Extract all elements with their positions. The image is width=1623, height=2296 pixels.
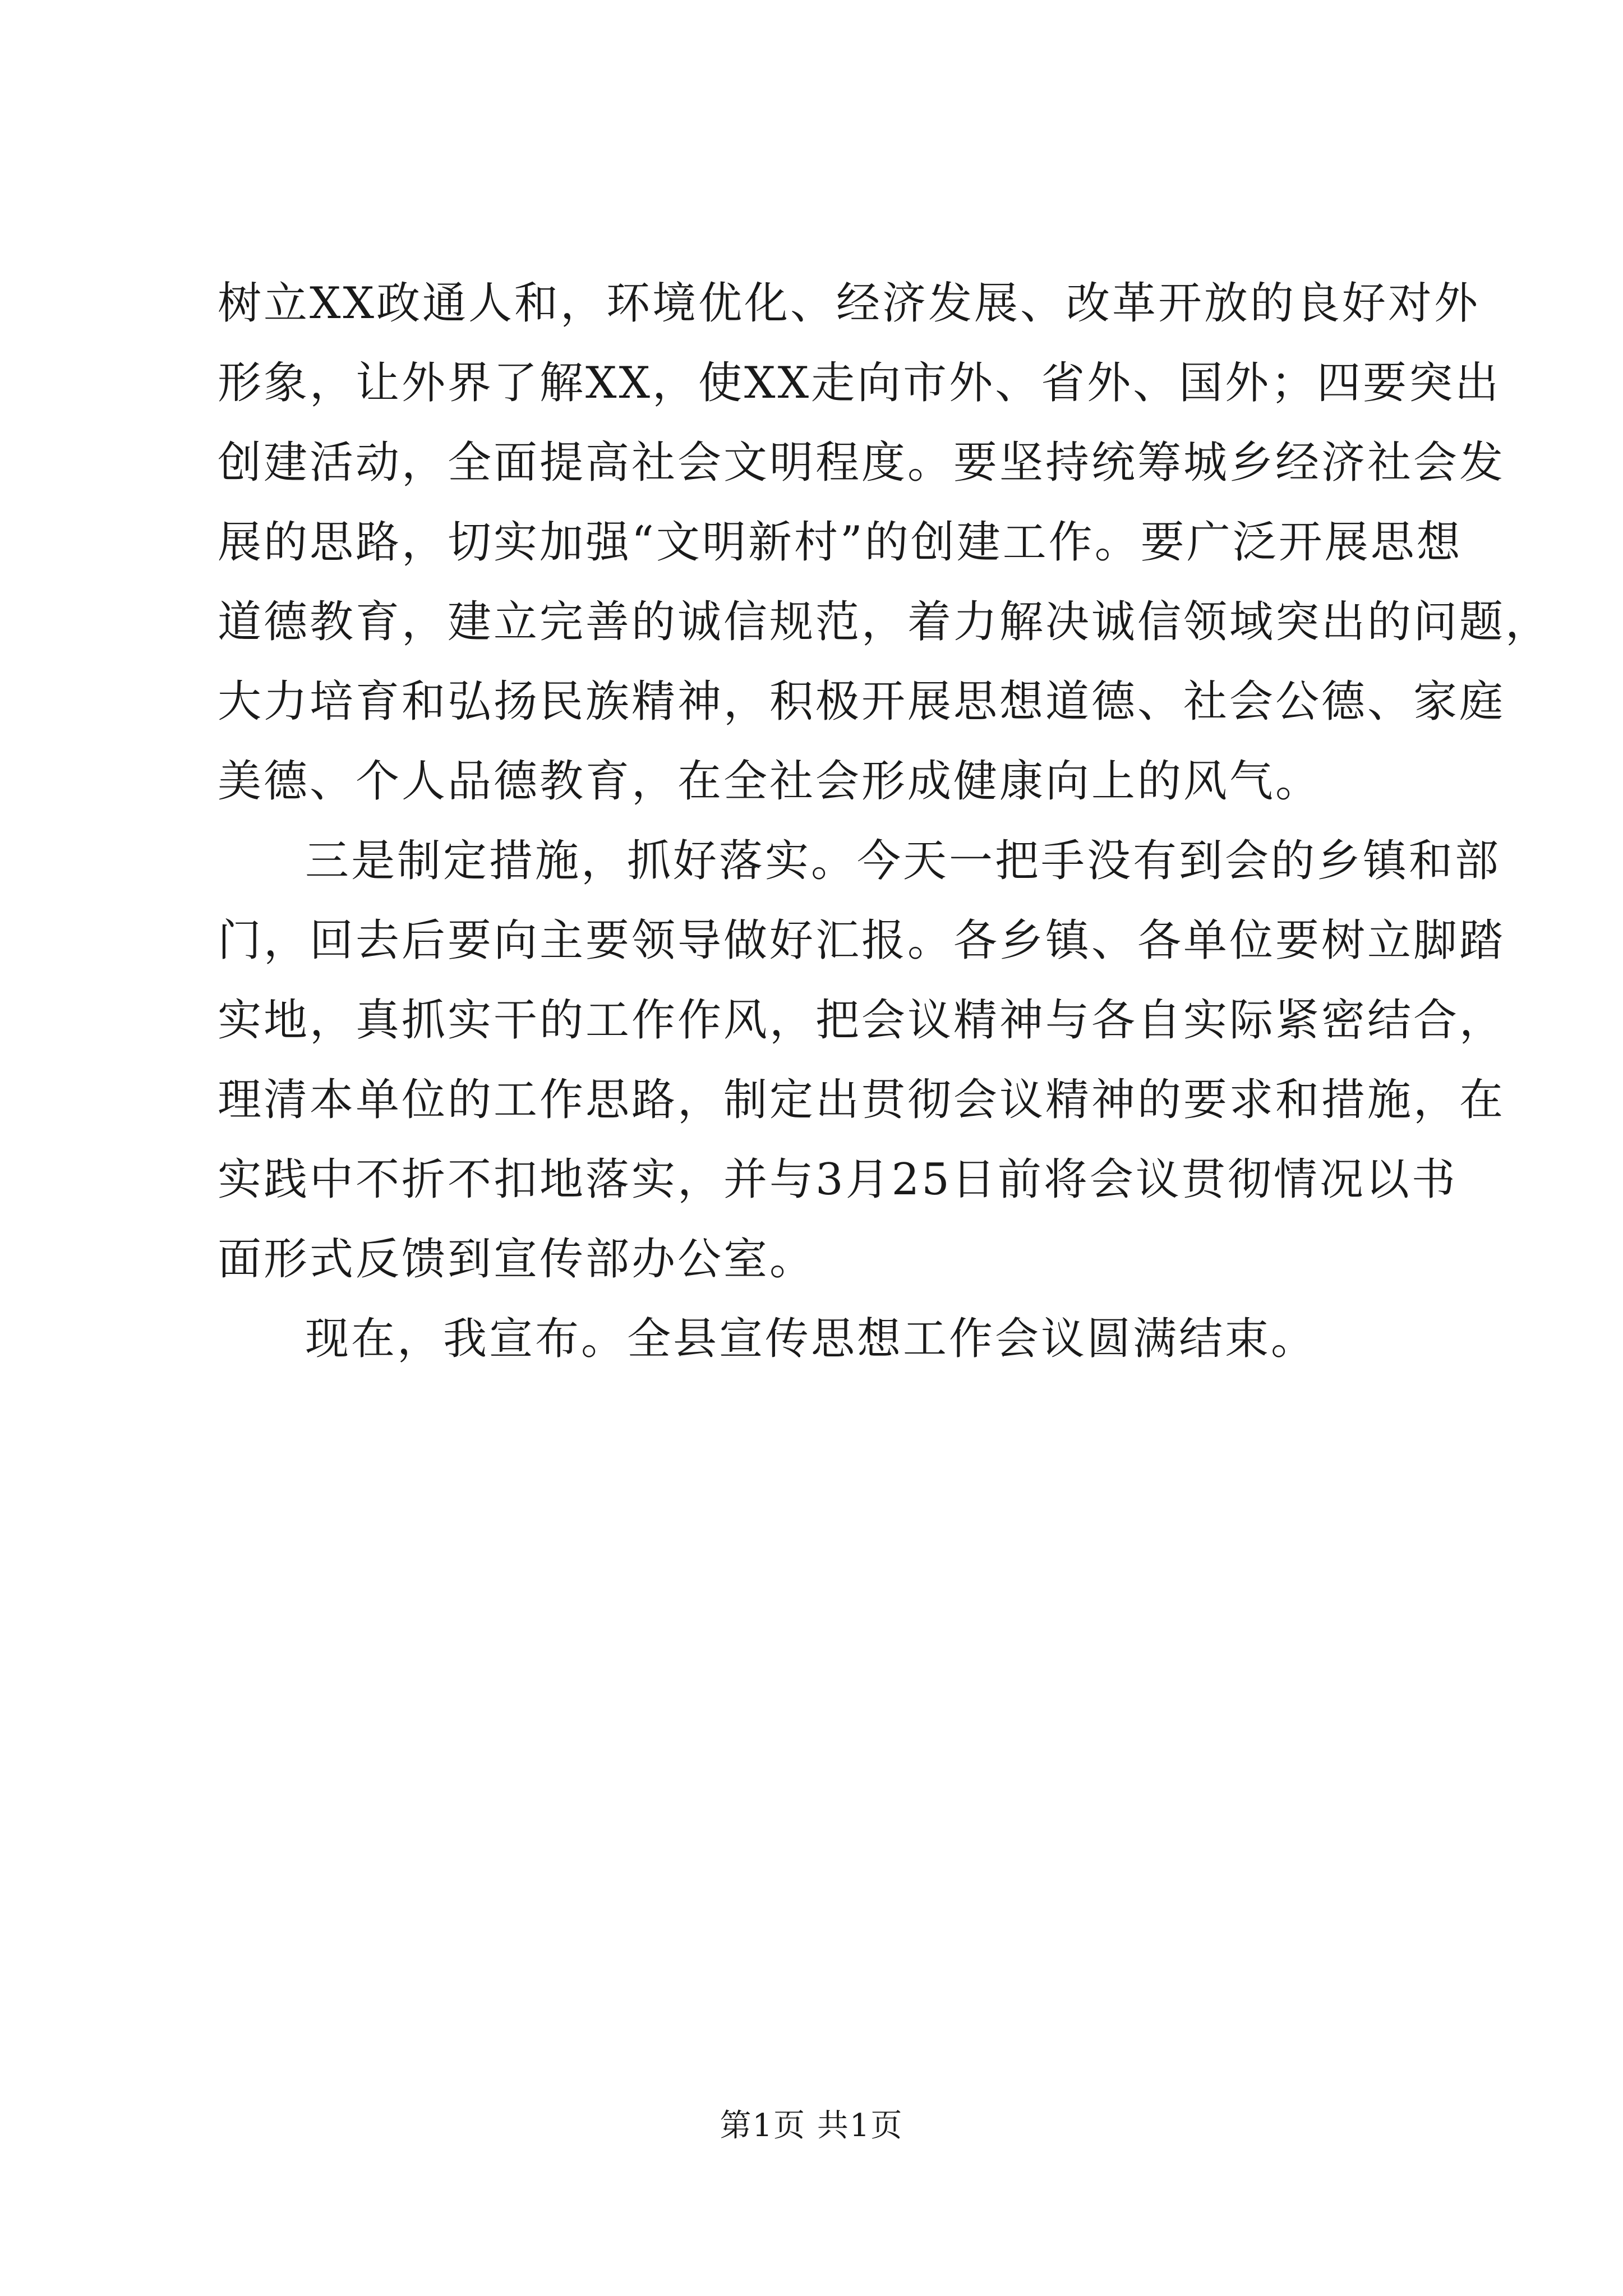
text-line-12: 实践中不折不扣地落实，并与3月25日前将会议贯彻情况以书 [218,1154,1458,1205]
text-line-7: 美德、个人品德教育，在全社会形成健康向上的风气。 [218,756,1322,807]
text-line-2: 形象，让外界了解XX，使XX走向市外、省外、国外；四要突出 [218,358,1501,408]
text-line-11: 理清本单位的工作思路，制定出贯彻会议精神的要求和措施，在 [218,1075,1506,1125]
document-body [218,264,1552,1379]
text-line-4: 展的思路，切实加强“文明新村”的创建工作。要广泛开展思想 [218,517,1463,568]
text-line-14: 现在，我宣布。全县宣传思想工作会议圆满结束。 [305,1314,1317,1364]
text-line-13: 面形式反馈到宣传部办公室。 [218,1234,816,1285]
text-line-5: 道德教育，建立完善的诚信规范，着力解决诚信领域突出的问题， [218,597,1552,647]
text-line-10: 实地，真抓实干的工作作风，把会议精神与各自实际紧密结合， [218,995,1506,1046]
text-line-9: 门，回去后要向主要领导做好汇报。各乡镇、各单位要树立脚踏 [218,915,1506,966]
text-line-3: 创建活动，全面提高社会文明程度。要坚持统筹城乡经济社会发 [218,438,1506,488]
page-number-footer: 第1页 共1页 [720,2108,903,2144]
text-line-6: 大力培育和弘扬民族精神，积极开展思想道德、社会公德、家庭 [218,677,1506,727]
text-line-8: 三是制定措施，抓好落实。今天一把手没有到会的乡镇和部 [305,836,1501,886]
text-line-1: 树立XX政通人和，环境优化、经济发展、改革开放的良好对外 [218,278,1481,329]
